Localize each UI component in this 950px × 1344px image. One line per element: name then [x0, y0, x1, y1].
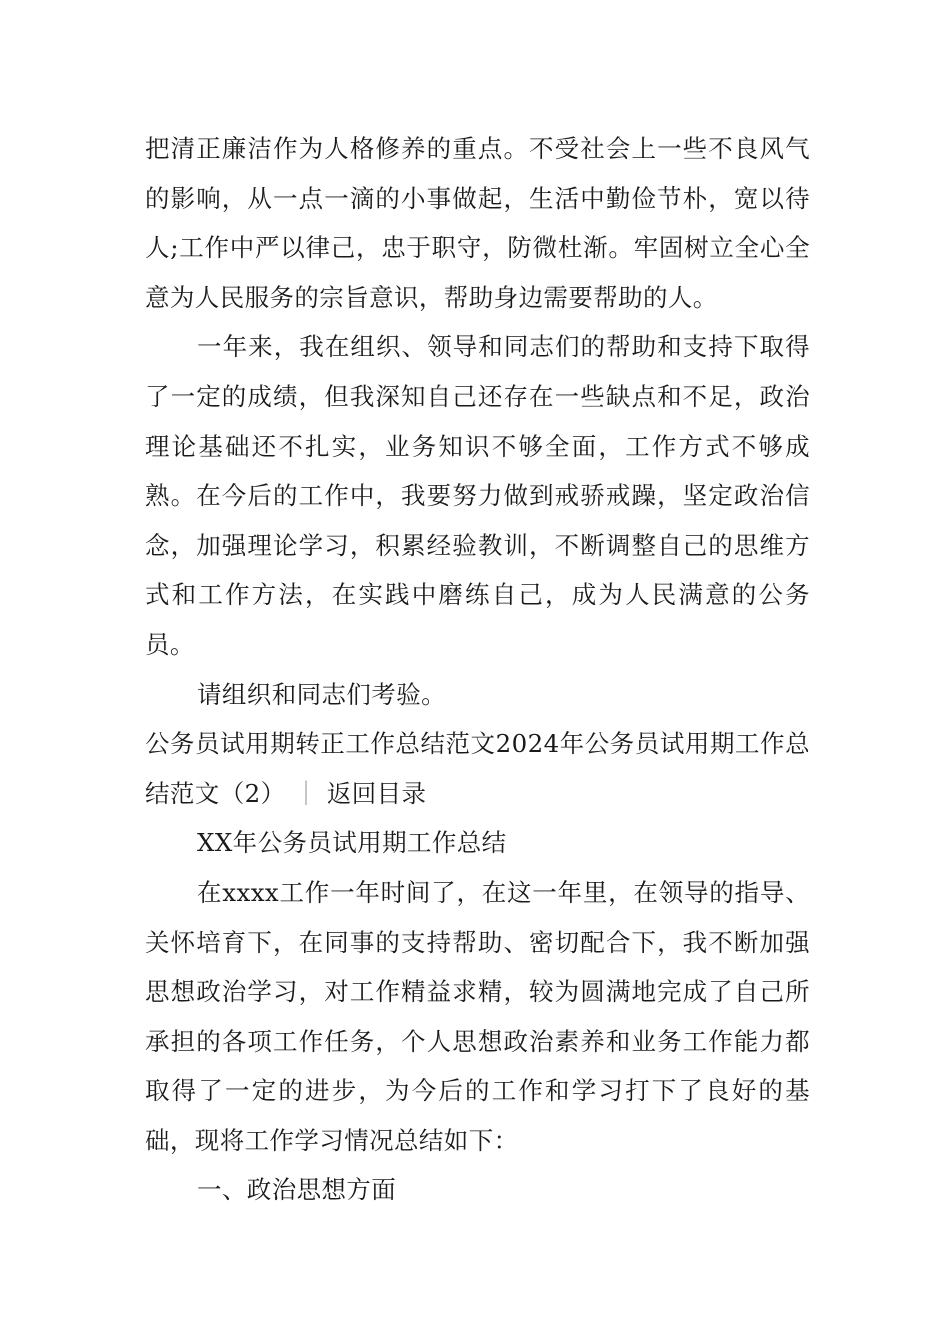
paragraph-closing: 请组织和同志们考验。 [197, 679, 446, 709]
section-heading [145, 719, 810, 818]
paragraph-integrity: 把清正廉洁作为人格修养的重点。不受社会上一些不良风气的影响，从一点一滴的小事做起，生活中勤俭节朴，宽以待人;工作中严以律己，忠于职守，防微杜渐。牢固树立全心全意为人民服务的宗旨意识，帮助身边需要帮助的人。 [145, 134, 810, 312]
document-subtitle: XX年公务员试用期工作总结 [197, 828, 507, 858]
paragraph-year-review: 一年来，我在组织、领导和同志们的帮助和支持下取得了一定的成绩，但我深知自己还存在一些缺点和不足，政治理论基础还不扎实，业务知识不够全面，工作方式不够成熟。在今后的工作中，我要努力做到戒骄戒躁，坚定政治信念，加强理论学习，积累经验教训，不断调整自己的思维方式和工作方法，在实践中磨练自己，成为人民满意的公务员。 [145, 332, 810, 659]
paragraph-political-heading: 一、政治思想方面 [197, 1175, 397, 1205]
separator: ｜ [293, 778, 319, 808]
section-title: 公务员试用期转正工作总结范文2024年公务员试用期工作总结范文（2） [145, 729, 810, 808]
back-to-contents-link[interactable]: 返回目录 [326, 778, 427, 808]
document-body [145, 124, 810, 1215]
paragraph-intro: 在xxxx工作一年时间了，在这一年里，在领导的指导、关怀培育下，在同事的支持帮助、密切配合下，我不断加强思想政治学习，对工作精益求精，较为圆满地完成了自己所承担的各项工作任务，个人思想政治素养和业务工作能力都取得了一定的进步，为今后的工作和学习打下了良好的基础，现将工作学习情况总结如下： [145, 877, 810, 1155]
